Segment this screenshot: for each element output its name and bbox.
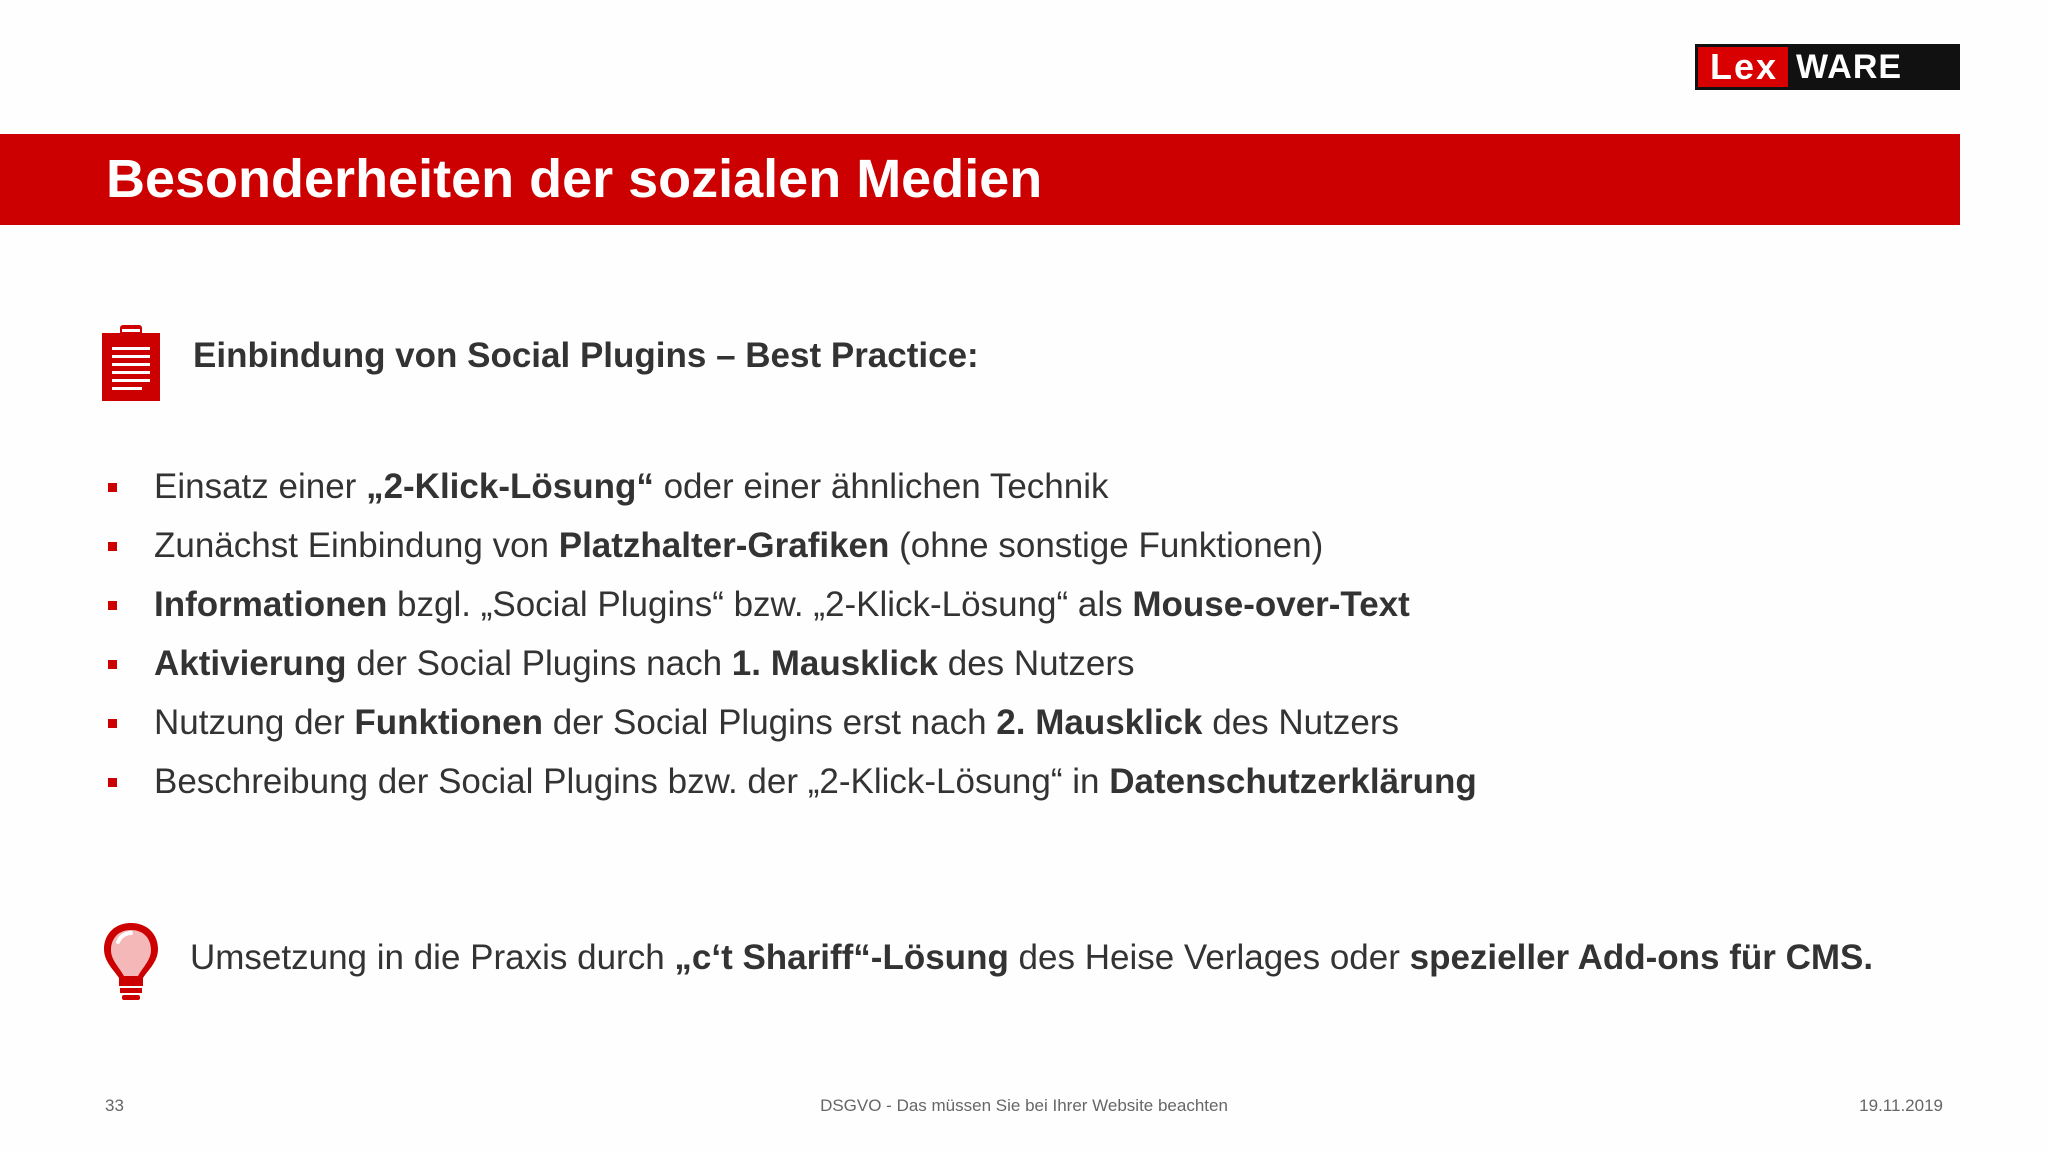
bullet-item	[106, 522, 1477, 581]
bold-text: Mouse-over-Text	[1132, 585, 1410, 624]
bullet-square-icon	[108, 660, 117, 669]
bold-text: Aktivierung	[154, 644, 347, 683]
bold-text: spezieller Add-ons für CMS.	[1409, 938, 1874, 977]
note-text	[190, 938, 1873, 978]
title-bar	[0, 134, 1960, 225]
text-run: Beschreibung der Social Plugins bzw. der „2-Klick-Lösung“ in	[154, 762, 1110, 801]
lightbulb-icon	[100, 920, 162, 1004]
clipboard-icon	[100, 323, 162, 403]
text-run: der Social Plugins nach	[346, 644, 732, 683]
bold-text: Datenschutzerklärung	[1109, 762, 1477, 801]
slide-title: Besonderheiten der sozialen Medien	[106, 149, 1043, 209]
bold-text: „c‘t Shariff“-Lösung	[674, 938, 1009, 977]
text-run: des Nutzers	[1202, 703, 1399, 742]
bullet-square-icon	[108, 601, 117, 610]
bullet-square-icon	[108, 778, 117, 787]
text-run: (ohne sonstige Funktionen)	[889, 526, 1324, 565]
footer-title: DSGVO - Das müssen Sie bei Ihrer Website beachten	[820, 1096, 1228, 1115]
bold-text: 1. Mausklick	[731, 644, 939, 683]
bullet-square-icon	[108, 542, 117, 551]
logo-lex: Lex	[1698, 47, 1788, 87]
section-heading: Einbindung von Social Plugins – Best Practice:	[193, 336, 979, 375]
bold-text: Platzhalter-Grafiken	[558, 526, 890, 565]
text-run: oder einer ähnlichen Technik	[653, 467, 1109, 506]
bullet-square-icon	[108, 719, 117, 728]
footer-date: 19.11.2019	[1859, 1096, 1943, 1115]
text-run: Einsatz einer	[154, 467, 367, 506]
bullet-square-icon	[108, 483, 117, 492]
bold-text: Informationen	[154, 585, 388, 624]
bullet-item	[106, 581, 1477, 640]
lexware-logo	[1695, 44, 1960, 90]
bullet-item	[106, 699, 1477, 758]
text-run: bzgl. „Social Plugins“ bzw. „2-Klick-Lösung“ als	[387, 585, 1133, 624]
text-run: Nutzung der	[154, 703, 355, 742]
bullet-item	[106, 463, 1477, 522]
bold-text: „2-Klick-Lösung“	[366, 467, 654, 506]
bullet-item	[106, 640, 1477, 699]
text-run: des Heise Verlages oder	[1008, 938, 1410, 977]
text-run: Umsetzung in die Praxis durch	[190, 938, 675, 977]
bullet-item	[106, 758, 1477, 817]
text-run: des Nutzers	[938, 644, 1135, 683]
text-run: Zunächst Einbindung von	[154, 526, 559, 565]
text-run: der Social Plugins erst nach	[543, 703, 997, 742]
bold-text: Funktionen	[354, 703, 543, 742]
bullet-list	[106, 463, 1477, 817]
bold-text: 2. Mausklick	[996, 703, 1203, 742]
logo-ware: WARE	[1796, 48, 1903, 86]
page-number: 33	[105, 1096, 124, 1115]
